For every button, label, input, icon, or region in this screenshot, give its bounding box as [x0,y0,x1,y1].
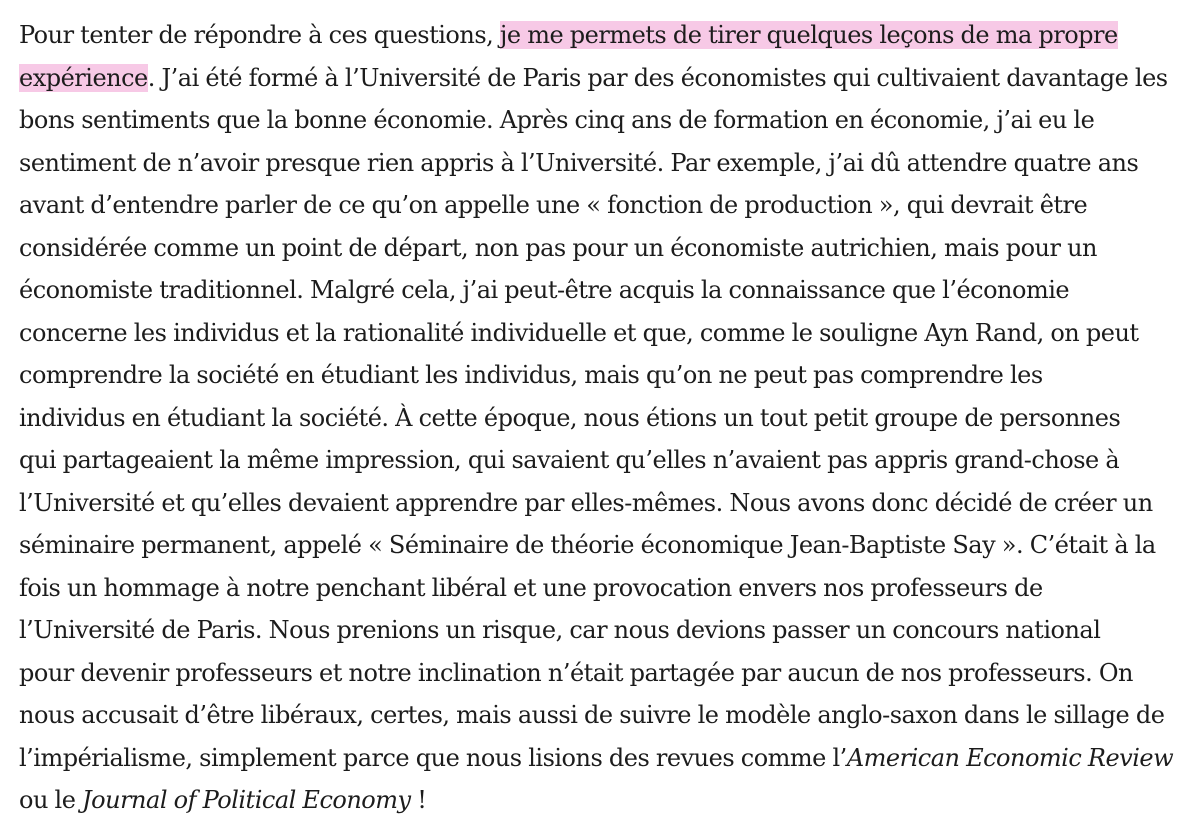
text-line-9: comprendre la société en étudiant les individus, mais qu’on ne peut pas comprendre les [19,361,1043,389]
text-segment: ! [410,786,427,814]
body-paragraph [19,14,1190,822]
highlighted-text: je me permets de tirer quelques leçons de ma propre [499,21,1118,49]
journal-title-jpe: Journal of Political Economy [82,786,411,814]
text-line-14: fois un hommage à notre penchant libéral et une provocation envers nos professeurs de [19,573,1043,602]
text-line-3: bons sentiments que la bonne économie. Après cinq ans de formation en économie, j’ai eu le [19,106,1095,134]
journal-title-aer: American Economic Review [846,743,1174,772]
text-line-6: considérée comme un point de départ, non pas pour un économiste autrichien, mais pour un [19,233,1097,262]
text-segment: Pour tenter de répondre à ces questions, [19,21,500,49]
text-line-10: individus en étudiant la société. À cette époque, nous étions un tout petit groupe de personnes [19,403,1121,432]
text-line-7: économiste traditionnel. Malgré cela, j’ai peut-être acquis la connaissance que l’économie [19,276,1070,304]
text-line-15: l’Université de Paris. Nous prenions un risque, car nous devions passer un concours national [19,616,1101,644]
text-line-16: pour devenir professeurs et notre inclination n’était partagée par aucun de nos professeurs. On [19,658,1133,687]
text-line-2 [19,57,1190,100]
text-segment: ou le [19,786,83,814]
text-segment: l’impérialisme, simplement parce que nous lisions des revues comme l’ [19,743,847,772]
text-line-18 [19,737,1190,780]
text-line-11: qui partageaient la même impression, qui savaient qu’elles n’avaient pas appris grand-chose à [19,446,1120,474]
highlighted-text: expérience [19,63,148,92]
text-line-1 [19,14,1190,57]
text-line-8: concerne les individus et la rationalité individuelle et que, comme le souligne Ayn Rand, on peut [19,318,1139,347]
text-line-13: séminaire permanent, appelé « Séminaire de théorie économique Jean-Baptiste Say ». C’était à la [19,531,1156,559]
text-line-19 [19,779,1190,822]
text-line-12: l’Université et qu’elles devaient apprendre par elles-mêmes. Nous avons donc décidé de créer un [19,488,1153,517]
text-line-5: avant d’entendre parler de ce qu’on appelle une « fonction de production », qui devrait être [19,191,1088,219]
text-line-17: nous accusait d’être libéraux, certes, mais aussi de suivre le modèle anglo-saxon dans le sillage de [19,701,1165,729]
text-segment: . J’ai été formé à l’Université de Paris par des économistes qui cultivaient davantage les [147,63,1168,92]
text-line-4: sentiment de n’avoir presque rien appris à l’Université. Par exemple, j’ai dû attendre quatre ans [19,148,1139,177]
